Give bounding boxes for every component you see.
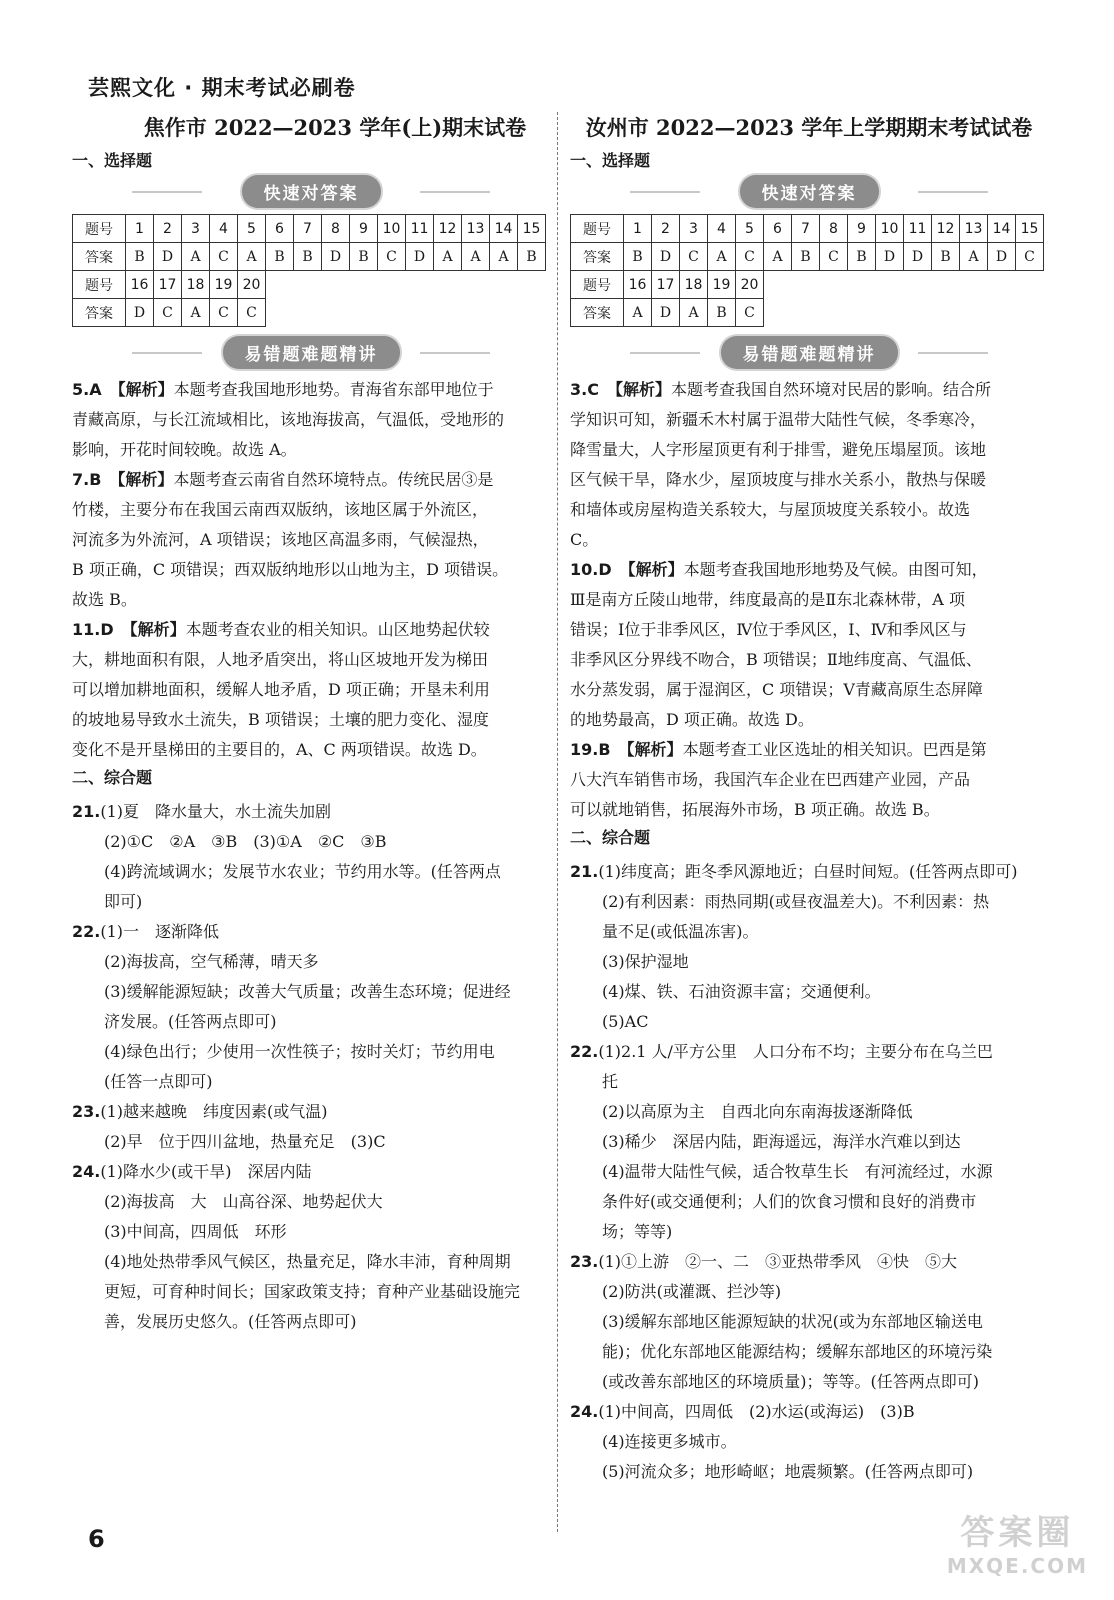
table-cell: 7: [294, 215, 322, 243]
answer-subline: (4)连接更多城市。: [602, 1432, 737, 1451]
answer-text: (1)一 逐渐降低: [100, 922, 220, 941]
table-cell: A: [764, 243, 792, 271]
explanation-line: 可以增加耕地面积，缓解人地矛盾，D 项正确；开垦未利用: [72, 680, 490, 699]
answer-subline: (2)海拔高，空气稀薄，晴天多: [104, 952, 319, 971]
table-cell: 13: [462, 215, 490, 243]
watermark-url: MXQE.COM: [946, 1554, 1088, 1578]
table-empty-cell: [904, 299, 932, 327]
table-row: [571, 215, 1044, 243]
answer-subline: (2)以高原为主 自西北向东南海拔逐渐降低: [602, 1102, 913, 1121]
table-cell: C: [210, 243, 238, 271]
table-empty-cell: [932, 271, 960, 299]
table-empty-cell: [322, 299, 350, 327]
explanation-item: [72, 375, 550, 465]
explanation-line: [72, 375, 550, 405]
table-row-label: 答案: [571, 299, 624, 327]
table-empty-cell: [932, 299, 960, 327]
table-cell: B: [294, 243, 322, 271]
table-cell: 13: [960, 215, 988, 243]
explanation-line: 降雪量大，人字形屋顶更有利于排雪，避免压塌屋顶。该地: [570, 440, 987, 459]
table-row-label: 答案: [73, 299, 126, 327]
table-row-label: 答案: [73, 243, 126, 271]
table-empty-cell: [848, 271, 876, 299]
answer-subline: 能)；优化东部地区能源结构；缓解东部地区的环境污染: [602, 1342, 993, 1361]
table-empty-cell: [1016, 271, 1044, 299]
table-empty-cell: [294, 271, 322, 299]
explanation-line: [570, 555, 1048, 585]
answer-subline: 济发展。(任答两点即可): [104, 1012, 277, 1031]
answer-line: [72, 1157, 550, 1187]
table-cell: 16: [624, 271, 652, 299]
explanation-line: 非季风区分界线不吻合，B 项错误；Ⅱ地纬度高、气温低、: [570, 650, 982, 669]
table-cell: C: [154, 299, 182, 327]
analysis-tag: 【解析】: [619, 560, 684, 579]
table-cell: D: [652, 299, 680, 327]
table-cell: 2: [154, 215, 182, 243]
section-heading-comprehensive: 二、综合题: [570, 828, 651, 847]
table-empty-cell: [764, 271, 792, 299]
answer-text: (1)①上游 ②一、二 ③亚热带季风 ④快 ⑤大: [598, 1252, 958, 1271]
table-empty-cell: [792, 271, 820, 299]
analysis-tag: 【解析】: [121, 620, 186, 639]
explanations-banner: [570, 335, 1048, 369]
table-cell: 19: [210, 271, 238, 299]
table-empty-cell: [434, 271, 462, 299]
table-cell: A: [238, 243, 266, 271]
section-heading-choice: 一、选择题: [570, 151, 651, 170]
right-column: [570, 108, 1048, 1487]
banner-label: 快速对答案: [740, 175, 879, 208]
explanation-line: 影响，开花时间较晚。故选 A。: [72, 440, 297, 459]
answer-subline: (3)中间高，四周低 环形: [104, 1222, 287, 1241]
table-cell: B: [518, 243, 546, 271]
table-empty-cell: [294, 299, 322, 327]
answer-subline: (或改善东部地区的环境质量)；等等。(任答两点即可): [602, 1372, 979, 1391]
table-empty-cell: [462, 271, 490, 299]
table-cell: B: [350, 243, 378, 271]
table-cell: 8: [820, 215, 848, 243]
table-row-label: 题号: [571, 215, 624, 243]
table-cell: 14: [988, 215, 1016, 243]
table-empty-cell: [406, 271, 434, 299]
analysis-tag: 【解析】: [109, 470, 174, 489]
question-number: 10.D: [570, 560, 612, 579]
watermark-logo: [947, 1505, 1088, 1578]
explanation-text: 本题考查我国地形地势。青海省东部甲地位于: [173, 380, 494, 399]
table-cell: B: [266, 243, 294, 271]
explanation-list: [570, 375, 1048, 825]
answer-subline: (2)有利因素：雨热同期(或昼夜温差大)。不利因素：热: [602, 892, 990, 911]
answer-subline: (2)海拔高 大 山高谷深、地势起伏大: [104, 1192, 383, 1211]
table-cell: 4: [210, 215, 238, 243]
explanation-line: 大，耕地面积有限，人地矛盾突出，将山区坡地开发为梯田: [72, 650, 489, 669]
table-cell: B: [624, 243, 652, 271]
comprehensive-answers: [72, 797, 550, 1337]
answer-table: [72, 214, 546, 327]
analysis-tag: 【解析】: [618, 740, 683, 759]
table-empty-cell: [518, 299, 546, 327]
table-row: [571, 299, 1044, 327]
table-empty-cell: [988, 299, 1016, 327]
table-empty-cell: [960, 299, 988, 327]
table-cell: 17: [154, 271, 182, 299]
table-cell: C: [238, 299, 266, 327]
table-cell: A: [960, 243, 988, 271]
table-cell: C: [736, 243, 764, 271]
answer-subline: (任答一点即可): [104, 1072, 213, 1091]
table-cell: D: [154, 243, 182, 271]
table-empty-cell: [378, 299, 406, 327]
explanation-line: 学知识可知，新疆禾木村属于温带大陆性气候，冬季寒冷，: [570, 410, 987, 429]
answer-subline: (2)防洪(或灌溉、拦沙等): [602, 1282, 782, 1301]
table-cell: 17: [652, 271, 680, 299]
table-cell: C: [680, 243, 708, 271]
table-cell: 18: [182, 271, 210, 299]
question-number: 23.: [72, 1102, 101, 1121]
table-row-label: 题号: [73, 271, 126, 299]
table-cell: 6: [266, 215, 294, 243]
table-cell: 11: [406, 215, 434, 243]
answer-item: [72, 797, 550, 917]
table-cell: 1: [624, 215, 652, 243]
answer-subline: (3)缓解东部地区能源短缺的状况(或为东部地区输送电: [602, 1312, 983, 1331]
table-cell: A: [708, 243, 736, 271]
table-empty-cell: [518, 271, 546, 299]
table-cell: C: [820, 243, 848, 271]
table-empty-cell: [434, 299, 462, 327]
table-empty-cell: [820, 299, 848, 327]
banner-label: 快速对答案: [242, 175, 381, 208]
table-cell: C: [210, 299, 238, 327]
answer-text: (1)2.1 人/平方公里 人口分布不均；主要分布在乌兰巴: [598, 1042, 993, 1061]
comprehensive-answers: [570, 857, 1048, 1487]
answer-subline: (2)①C ②A ③B (3)①A ②C ③B: [104, 832, 387, 851]
answer-item: [72, 1157, 550, 1337]
table-cell: 10: [876, 215, 904, 243]
quick-answers-banner: [570, 174, 1048, 208]
table-cell: 20: [238, 271, 266, 299]
explanation-line: [570, 735, 1048, 765]
answer-subline: (4)温带大陆性气候，适合牧草生长 有河流经过，水源: [602, 1162, 993, 1181]
explanation-line: 竹楼，主要分布在我国云南西双版纳，该地区属于外流区，: [72, 500, 489, 519]
answer-item: [72, 917, 550, 1097]
table-empty-cell: [350, 299, 378, 327]
table-empty-cell: [266, 271, 294, 299]
explanation-item: [570, 735, 1048, 825]
explanation-line: 区气候干旱，降水少，屋顶坡度与排水关系小，散热与保暖: [570, 470, 987, 489]
table-cell: A: [680, 299, 708, 327]
table-cell: A: [434, 243, 462, 271]
explanation-item: [72, 615, 550, 765]
table-cell: 3: [680, 215, 708, 243]
explanation-line: 故选 B。: [72, 590, 137, 609]
explanation-line: 可以就地销售，拓展海外市场，B 项正确。故选 B。: [570, 800, 940, 819]
analysis-tag: 【解析】: [109, 380, 174, 399]
table-cell: C: [1016, 243, 1044, 271]
answer-line: [570, 1397, 1048, 1427]
table-empty-cell: [490, 271, 518, 299]
question-number: 19.B: [570, 740, 611, 759]
table-cell: 12: [932, 215, 960, 243]
answer-subline: 即可): [104, 892, 143, 911]
table-cell: A: [182, 299, 210, 327]
explanation-line: Ⅲ是南方丘陵山地带，纬度最高的是Ⅱ东北森林带，A 项: [570, 590, 965, 609]
table-cell: 3: [182, 215, 210, 243]
table-row: [571, 271, 1044, 299]
left-column: [72, 108, 550, 1337]
table-cell: 19: [708, 271, 736, 299]
table-empty-cell: [848, 299, 876, 327]
answer-line: [570, 1247, 1048, 1277]
analysis-tag: 【解析】: [606, 380, 671, 399]
question-number: 22.: [570, 1042, 599, 1061]
answer-line: 托: [602, 1072, 619, 1091]
table-cell: D: [904, 243, 932, 271]
question-number: 24.: [570, 1402, 599, 1421]
column-divider: [557, 112, 558, 1532]
explanation-list: [72, 375, 550, 765]
table-cell: 16: [126, 271, 154, 299]
answer-table: [570, 214, 1044, 327]
table-cell: A: [490, 243, 518, 271]
table-empty-cell: [490, 299, 518, 327]
question-number: 24.: [72, 1162, 101, 1181]
table-empty-cell: [876, 299, 904, 327]
question-number: 11.D: [72, 620, 114, 639]
exam-title: 汝州市 2022—2023 学年上学期期末考试试卷: [585, 115, 1033, 140]
table-cell: A: [462, 243, 490, 271]
explanation-line: 的坡地易导致水土流失，B 项错误；土壤的肥力变化、湿度: [72, 710, 489, 729]
table-cell: C: [736, 299, 764, 327]
answer-text: (1)中间高，四周低 (2)水运(或海运) (3)B: [598, 1402, 915, 1421]
answer-subline: 场；等等): [602, 1222, 673, 1241]
table-empty-cell: [406, 299, 434, 327]
quick-answers-banner: [72, 174, 550, 208]
table-cell: 12: [434, 215, 462, 243]
answer-item: [570, 1397, 1048, 1487]
table-empty-cell: [960, 271, 988, 299]
answer-line: [72, 1097, 550, 1127]
answer-subline: (3)缓解能源短缺；改善大气质量；改善生态环境；促进经: [104, 982, 511, 1001]
table-row: [73, 243, 546, 271]
answer-subline: 条件好(或交通便利；人们的饮食习惯和良好的消费市: [602, 1192, 977, 1211]
question-number: 3.C: [570, 380, 599, 399]
explanation-line: [570, 375, 1048, 405]
question-number: 22.: [72, 922, 101, 941]
table-cell: B: [792, 243, 820, 271]
table-cell: 1: [126, 215, 154, 243]
explanation-text: 本题考查我国自然环境对民居的影响。结合所: [670, 380, 991, 399]
table-cell: 4: [708, 215, 736, 243]
table-empty-cell: [266, 299, 294, 327]
question-number: 7.B: [72, 470, 102, 489]
table-cell: 7: [792, 215, 820, 243]
answer-subline: (4)地处热带季风气候区，热量充足，降水丰沛，育种周期: [104, 1252, 511, 1271]
table-cell: 2: [652, 215, 680, 243]
question-number: 5.A: [72, 380, 102, 399]
answer-subline: (3)保护湿地: [602, 952, 689, 971]
table-cell: 11: [904, 215, 932, 243]
table-row-label: 题号: [73, 215, 126, 243]
explanation-text: 本题考查农业的相关知识。山区地势起伏较: [185, 620, 490, 639]
explanation-item: [72, 465, 550, 615]
explanation-line: 变化不是开垦梯田的主要目的，A、C 两项错误。故选 D。: [72, 740, 487, 759]
table-cell: D: [322, 243, 350, 271]
answer-item: [570, 1037, 1048, 1247]
table-cell: 9: [848, 215, 876, 243]
table-cell: D: [988, 243, 1016, 271]
table-cell: 9: [350, 215, 378, 243]
table-cell: D: [406, 243, 434, 271]
answer-line: [72, 797, 550, 827]
table-cell: 6: [764, 215, 792, 243]
answer-text: (1)降水少(或干旱) 深居内陆: [100, 1162, 312, 1181]
explanation-text: 本题考查云南省自然环境特点。传统民居③是: [173, 470, 494, 489]
table-cell: D: [126, 299, 154, 327]
answer-subline: (5)AC: [602, 1012, 649, 1031]
explanation-text: 本题考查工业区选址的相关知识。巴西是第: [682, 740, 987, 759]
explanation-line: 错误；Ⅰ位于非季风区，Ⅳ位于季风区，Ⅰ、Ⅳ和季风区与: [570, 620, 967, 639]
explanation-line: 的地势最高，D 项正确。故选 D。: [570, 710, 814, 729]
explanation-item: [570, 555, 1048, 735]
table-empty-cell: [764, 299, 792, 327]
table-cell: 5: [736, 215, 764, 243]
table-row: [73, 299, 546, 327]
answer-item: [570, 857, 1048, 1037]
book-header: 芸熙文化 · 期末考试必刷卷: [88, 76, 356, 100]
table-empty-cell: [792, 299, 820, 327]
explanation-line: [72, 615, 550, 645]
answer-item: [72, 1097, 550, 1157]
table-empty-cell: [322, 271, 350, 299]
explanation-item: [570, 375, 1048, 555]
banner-label: 易错题难题精讲: [223, 336, 400, 369]
answer-subline: 善，发展历史悠久。(任答两点即可): [104, 1312, 357, 1331]
table-row-label: 题号: [571, 271, 624, 299]
exam-title: 焦作市 2022—2023 学年(上)期末试卷: [143, 115, 527, 140]
table-cell: B: [848, 243, 876, 271]
explanations-banner: [72, 335, 550, 369]
question-number: 23.: [570, 1252, 599, 1271]
answer-line: [570, 857, 1048, 887]
table-empty-cell: [350, 271, 378, 299]
section-heading-choice: 一、选择题: [72, 151, 153, 170]
table-cell: 8: [322, 215, 350, 243]
explanation-line: C。: [570, 530, 599, 549]
table-cell: C: [378, 243, 406, 271]
explanation-line: 河流多为外流河，A 项错误；该地区高温多雨，气候湿热，: [72, 530, 489, 549]
table-row: [73, 271, 546, 299]
table-cell: B: [708, 299, 736, 327]
explanation-line: 八大汽车销售市场，我国汽车企业在巴西建产业园，产品: [570, 770, 971, 789]
table-cell: A: [624, 299, 652, 327]
answer-subline: 量不足(或低温冻害)。: [602, 922, 759, 941]
table-empty-cell: [904, 271, 932, 299]
table-empty-cell: [820, 271, 848, 299]
answer-text: (1)纬度高；距冬季风源地近；白昼时间短。(任答两点即可): [598, 862, 1018, 881]
explanation-line: 和墙体或房屋构造关系较大，与屋顶坡度关系较小。故选: [570, 500, 971, 519]
table-cell: 18: [680, 271, 708, 299]
explanation-line: [72, 465, 550, 495]
answer-subline: 更短，可育种时间长；国家政策支持；育种产业基础设施完: [104, 1282, 521, 1301]
table-cell: 15: [1016, 215, 1044, 243]
answer-subline: (2)早 位于四川盆地，热量充足 (3)C: [104, 1132, 386, 1151]
table-cell: B: [126, 243, 154, 271]
answer-text: (1)夏 降水量大，水土流失加剧: [100, 802, 332, 821]
answer-line: [570, 1037, 1048, 1067]
answer-subline: (5)河流众多；地形崎岖；地震频繁。(任答两点即可): [602, 1462, 974, 1481]
question-number: 21.: [72, 802, 101, 821]
answer-subline: (4)煤、铁、石油资源丰富；交通便利。: [602, 982, 881, 1001]
table-empty-cell: [876, 271, 904, 299]
banner-label: 易错题难题精讲: [721, 336, 898, 369]
explanation-line: 水分蒸发弱，属于湿润区，C 项错误；Ⅴ青藏高原生态屏障: [570, 680, 983, 699]
page-number: 6: [88, 1525, 105, 1553]
section-heading-comprehensive: 二、综合题: [72, 768, 153, 787]
table-cell: A: [182, 243, 210, 271]
explanation-text: 本题考查我国地形地势及气候。由图可知，: [683, 560, 988, 579]
answer-line: [72, 917, 550, 947]
table-row: [73, 215, 546, 243]
table-empty-cell: [378, 271, 406, 299]
table-cell: D: [652, 243, 680, 271]
answer-item: [570, 1247, 1048, 1397]
table-cell: 14: [490, 215, 518, 243]
answer-subline: (4)跨流域调水；发展节水农业；节约用水等。(任答两点: [104, 862, 501, 881]
table-cell: B: [932, 243, 960, 271]
watermark-logo-text: 答案圈: [960, 1513, 1075, 1553]
explanation-line: 青藏高原，与长江流域相比，该地海拔高，气温低，受地形的: [72, 410, 505, 429]
table-cell: 15: [518, 215, 546, 243]
explanation-line: B 项正确，C 项错误；西双版纳地形以山地为主，D 项错误。: [72, 560, 509, 579]
table-cell: 5: [238, 215, 266, 243]
table-empty-cell: [462, 299, 490, 327]
table-row: [571, 243, 1044, 271]
answer-subline: (4)绿色出行；少使用一次性筷子；按时关灯；节约用电: [104, 1042, 495, 1061]
table-cell: D: [876, 243, 904, 271]
table-empty-cell: [1016, 299, 1044, 327]
table-empty-cell: [988, 271, 1016, 299]
table-cell: 20: [736, 271, 764, 299]
table-row-label: 答案: [571, 243, 624, 271]
answer-text: (1)越来越晚 纬度因素(或气温): [100, 1102, 328, 1121]
answer-subline: (3)稀少 深居内陆，距海遥远，海洋水汽难以到达: [602, 1132, 961, 1151]
question-number: 21.: [570, 862, 599, 881]
table-cell: 10: [378, 215, 406, 243]
